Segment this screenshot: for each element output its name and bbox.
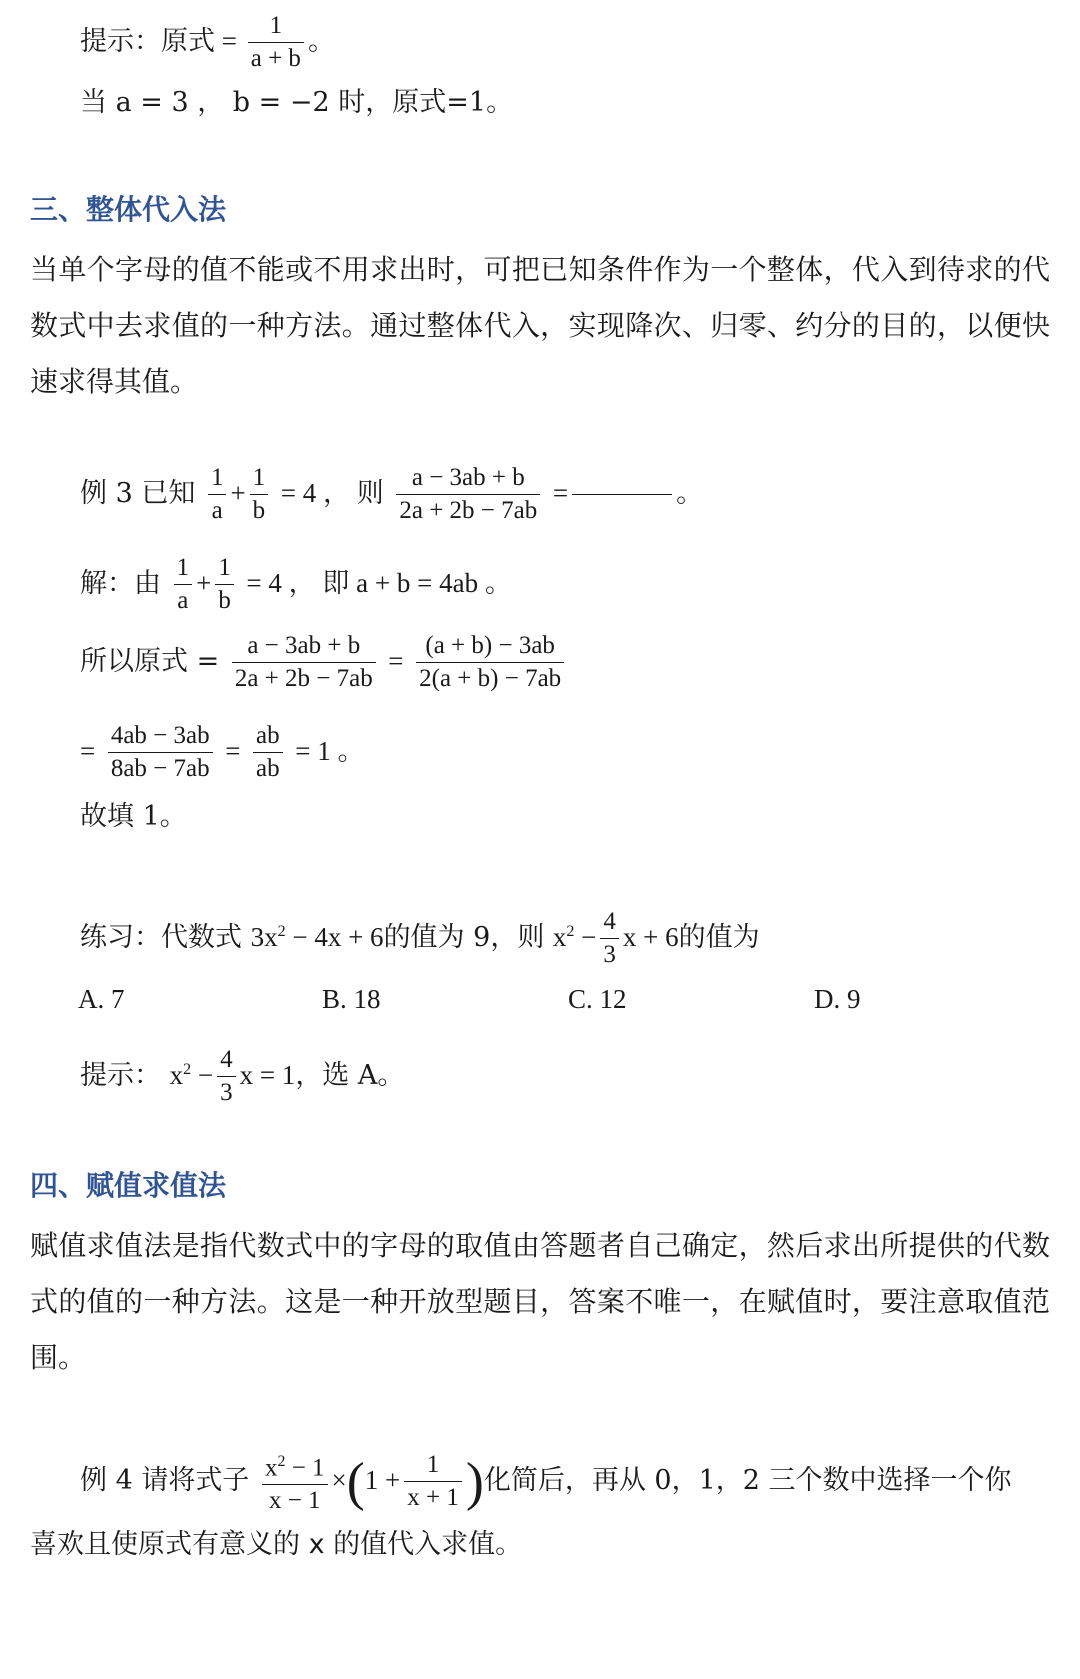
option-d: D. 9 <box>814 984 861 1014</box>
hint-1: 提示：原式 = $\frac{1}{a + b}$ 。 <box>80 10 335 75</box>
option-c: C. 12 <box>568 984 627 1014</box>
example-4-line-2: 喜欢且使原式有意义的 x 的值代入求值。 <box>30 1529 523 1560</box>
answer-blank <box>572 494 672 495</box>
section-4-title: 四、赋值求值法 <box>30 1169 227 1202</box>
hint-1-value: 当 a = 3 ， b = −2 时，原式=1。 <box>80 87 514 118</box>
example-4: 例 4 请将式子 $\frac{x^2 - 1}{x - 1}$ ×(1 + $\frac{1}{x + 1}$ )化简后，再从 0，1，2 三个数中选择一个你 <box>80 1446 1012 1517</box>
hint-2: 提示： $x^2$ − $\frac{4}{3}$ x = 1，选 A。 <box>80 1046 405 1106</box>
fraction-1-over-a: $\frac{1}{a}$ <box>208 462 227 527</box>
option-a: A. 7 <box>78 984 125 1014</box>
section-3-description: 当单个字母的值不能或不用求出时，可把已知条件作为一个整体，代入到待求的代数式中去求值的一种方法。通过整体代入，实现降次、归零、约分的目的，以便快速求得其值。 <box>30 253 1050 398</box>
option-b: B. 18 <box>322 984 381 1014</box>
example-3: 例 3 已知 $\frac{1}{a}$ + $\frac{1}{b}$ = 4 ， 则 $\frac{a - 3ab + b}{2a + 2b - 7ab}$ = 。 <box>80 462 703 527</box>
solution-3-step-2: 所以原式 = $\frac{a - 3ab + b}{2a + 2b - 7ab}$ = $\frac{(a + b) - 3ab}{2(a + b) - 7ab}$ <box>80 630 568 695</box>
section-4-description: 赋值求值法是指代数式中的字母的取值由答题者自己确定，然后求出所提供的代数式的值的一种方法。这是一种开放型题目，答案不唯一，在赋值时，要注意取值范围。 <box>30 1229 1050 1374</box>
section-3-title: 三、整体代入法 <box>30 193 227 226</box>
hint-1-label: 提示：原式 <box>80 26 215 57</box>
practice-question: 练习：代数式 $3x^2 - 4x + 6$的值为 9，则 $x^2$ − $\frac{4}{3}$ x + 6的值为 <box>80 908 760 968</box>
fraction-target: $\frac{a - 3ab + b}{2a + 2b - 7ab}$ <box>396 462 540 527</box>
solution-3-answer: 故填 1。 <box>80 801 187 832</box>
fraction-1-over-b: $\frac{1}{b}$ <box>250 462 269 527</box>
hint-1-fraction: $\frac{1}{a + b}$ <box>248 10 304 75</box>
solution-3-step-1: 解：由 $\frac{1}{a}$ + $\frac{1}{b}$ = 4 ， 即 a + b = 4ab 。 <box>80 554 512 614</box>
solution-3-step-3: = $\frac{4ab - 3ab}{8ab - 7ab}$ = $\frac{ab}{ab}$ = 1 。 <box>80 722 365 782</box>
